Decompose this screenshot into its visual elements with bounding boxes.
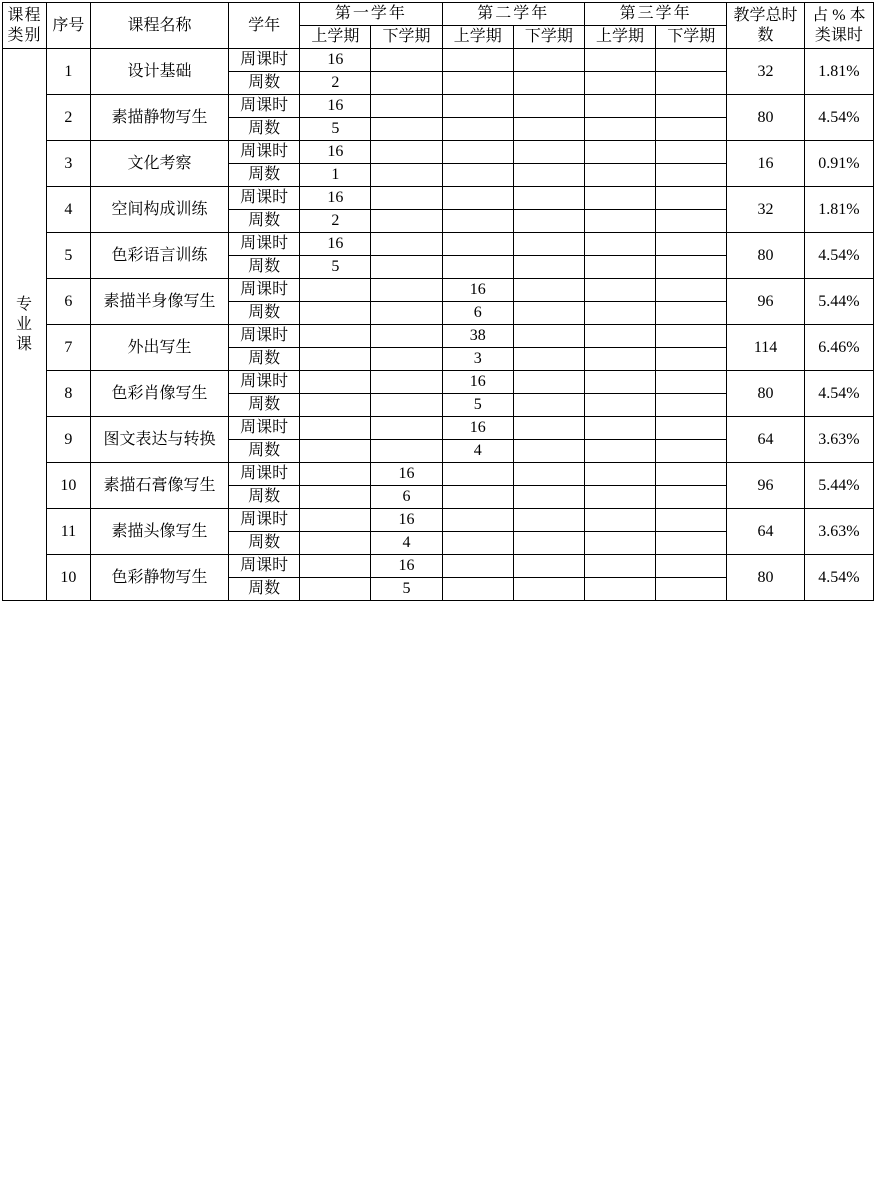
cell-weekly-hours-term-1	[300, 555, 371, 578]
cell-weeks-term-4	[513, 532, 584, 555]
cell-weekly-hours-term-6	[656, 141, 727, 164]
row-serial: 7	[46, 325, 90, 371]
row-course-name: 素描石膏像写生	[90, 463, 228, 509]
cell-weekly-hours-term-3	[442, 463, 513, 486]
header-school-year: 学年	[229, 3, 300, 49]
cell-weeks-term-1: 1	[300, 164, 371, 187]
cell-weeks-term-6	[656, 440, 727, 463]
row-course-name: 文化考察	[90, 141, 228, 187]
cell-weekly-hours-term-6	[656, 49, 727, 72]
curriculum-document	[0, 2, 876, 1203]
row-total-hours: 80	[727, 233, 804, 279]
row-percent: 3.63%	[804, 509, 873, 555]
cell-weeks-term-5	[584, 256, 655, 279]
row-metric-weeks: 周数	[229, 486, 300, 509]
cell-weeks-term-4	[513, 440, 584, 463]
row-metric-weekly-hours: 周课时	[229, 463, 300, 486]
cell-weeks-term-3	[442, 532, 513, 555]
cell-weeks-term-3	[442, 578, 513, 601]
row-metric-weeks: 周数	[229, 118, 300, 141]
cell-weeks-term-1	[300, 486, 371, 509]
cell-weeks-term-5	[584, 486, 655, 509]
cell-weeks-term-6	[656, 486, 727, 509]
cell-weeks-term-5	[584, 118, 655, 141]
cell-weekly-hours-term-5	[584, 187, 655, 210]
cell-weeks-term-2: 5	[371, 578, 442, 601]
cell-weekly-hours-term-2	[371, 95, 442, 118]
cell-weeks-term-5	[584, 578, 655, 601]
cell-weeks-term-3	[442, 486, 513, 509]
table-header	[3, 3, 874, 49]
cell-weekly-hours-term-5	[584, 325, 655, 348]
cell-weekly-hours-term-6	[656, 463, 727, 486]
cell-weekly-hours-term-4	[513, 279, 584, 302]
table-row	[3, 279, 874, 302]
cell-weekly-hours-term-1: 16	[300, 233, 371, 256]
table-row	[3, 233, 874, 256]
cell-weeks-term-6	[656, 118, 727, 141]
cell-weekly-hours-term-1: 16	[300, 95, 371, 118]
row-total-hours: 114	[727, 325, 804, 371]
cell-weekly-hours-term-5	[584, 279, 655, 302]
row-serial: 10	[46, 463, 90, 509]
header-term-4: 下学期	[513, 26, 584, 49]
row-percent: 5.44%	[804, 463, 873, 509]
cell-weekly-hours-term-2	[371, 233, 442, 256]
cell-weekly-hours-term-2	[371, 141, 442, 164]
row-course-name: 设计基础	[90, 49, 228, 95]
cell-weekly-hours-term-1	[300, 371, 371, 394]
cell-weekly-hours-term-6	[656, 187, 727, 210]
cell-weekly-hours-term-2	[371, 49, 442, 72]
cell-weeks-term-1: 2	[300, 210, 371, 233]
cell-weekly-hours-term-4	[513, 509, 584, 532]
cell-weeks-term-5	[584, 348, 655, 371]
cell-weekly-hours-term-3	[442, 555, 513, 578]
cell-weeks-term-4	[513, 164, 584, 187]
row-metric-weeks: 周数	[229, 164, 300, 187]
cell-weekly-hours-term-3: 16	[442, 371, 513, 394]
row-serial: 1	[46, 49, 90, 95]
cell-weekly-hours-term-2: 16	[371, 509, 442, 532]
cell-weeks-term-1	[300, 532, 371, 555]
row-metric-weeks: 周数	[229, 440, 300, 463]
row-metric-weekly-hours: 周课时	[229, 279, 300, 302]
row-metric-weeks: 周数	[229, 256, 300, 279]
cell-weekly-hours-term-4	[513, 49, 584, 72]
row-course-name: 图文表达与转换	[90, 417, 228, 463]
cell-weekly-hours-term-6	[656, 279, 727, 302]
table-row	[3, 187, 874, 210]
header-term-2: 下学期	[371, 26, 442, 49]
cell-weekly-hours-term-5	[584, 555, 655, 578]
cell-weekly-hours-term-2: 16	[371, 463, 442, 486]
row-total-hours: 96	[727, 463, 804, 509]
row-metric-weeks: 周数	[229, 578, 300, 601]
cell-weeks-term-5	[584, 164, 655, 187]
cell-weeks-term-4	[513, 486, 584, 509]
cell-weeks-term-5	[584, 532, 655, 555]
cell-weeks-term-1	[300, 578, 371, 601]
row-total-hours: 64	[727, 509, 804, 555]
cell-weekly-hours-term-3: 16	[442, 279, 513, 302]
table-row	[3, 463, 874, 486]
table-row	[3, 95, 874, 118]
row-metric-weekly-hours: 周课时	[229, 233, 300, 256]
cell-weeks-term-6	[656, 302, 727, 325]
cell-weekly-hours-term-3	[442, 49, 513, 72]
row-metric-weeks: 周数	[229, 210, 300, 233]
cell-weeks-term-5	[584, 302, 655, 325]
row-total-hours: 32	[727, 49, 804, 95]
cell-weekly-hours-term-4	[513, 371, 584, 394]
cell-weeks-term-1: 5	[300, 118, 371, 141]
row-course-name: 空间构成训练	[90, 187, 228, 233]
cell-weekly-hours-term-4	[513, 187, 584, 210]
cell-weekly-hours-term-5	[584, 509, 655, 532]
cell-weeks-term-5	[584, 72, 655, 95]
table-row	[3, 509, 874, 532]
cell-weekly-hours-term-6	[656, 509, 727, 532]
table-row	[3, 141, 874, 164]
cell-weeks-term-4	[513, 210, 584, 233]
cell-weeks-term-3	[442, 118, 513, 141]
cell-weekly-hours-term-2	[371, 325, 442, 348]
row-metric-weekly-hours: 周课时	[229, 187, 300, 210]
row-metric-weeks: 周数	[229, 532, 300, 555]
cell-weeks-term-1	[300, 302, 371, 325]
row-course-name: 素描半身像写生	[90, 279, 228, 325]
cell-weekly-hours-term-1	[300, 463, 371, 486]
cell-weekly-hours-term-3: 38	[442, 325, 513, 348]
cell-weekly-hours-term-3	[442, 95, 513, 118]
row-course-name: 色彩肖像写生	[90, 371, 228, 417]
cell-weeks-term-2	[371, 256, 442, 279]
header-serial: 序号	[46, 3, 90, 49]
cell-weeks-term-4	[513, 302, 584, 325]
table-row	[3, 49, 874, 72]
row-metric-weeks: 周数	[229, 348, 300, 371]
cell-weeks-term-4	[513, 578, 584, 601]
header-course-name: 课程名称	[90, 3, 228, 49]
cell-weeks-term-6	[656, 394, 727, 417]
cell-weekly-hours-term-6	[656, 233, 727, 256]
cell-weekly-hours-term-5	[584, 95, 655, 118]
cell-weeks-term-5	[584, 440, 655, 463]
cell-weeks-term-4	[513, 348, 584, 371]
cell-weeks-term-6	[656, 532, 727, 555]
cell-weeks-term-6	[656, 210, 727, 233]
header-term-3: 上学期	[442, 26, 513, 49]
cell-weeks-term-2	[371, 164, 442, 187]
row-serial: 9	[46, 417, 90, 463]
cell-weekly-hours-term-4	[513, 95, 584, 118]
row-serial: 10	[46, 555, 90, 601]
cell-weekly-hours-term-6	[656, 417, 727, 440]
cell-weeks-term-2	[371, 210, 442, 233]
row-serial: 6	[46, 279, 90, 325]
table-body	[3, 49, 874, 601]
row-metric-weekly-hours: 周课时	[229, 509, 300, 532]
cell-weekly-hours-term-6	[656, 95, 727, 118]
row-percent: 6.46%	[804, 325, 873, 371]
row-metric-weekly-hours: 周课时	[229, 141, 300, 164]
cell-weekly-hours-term-3	[442, 187, 513, 210]
header-term-1: 上学期	[300, 26, 371, 49]
cell-weekly-hours-term-5	[584, 371, 655, 394]
cell-weekly-hours-term-3	[442, 141, 513, 164]
row-percent: 4.54%	[804, 371, 873, 417]
cell-weekly-hours-term-2: 16	[371, 555, 442, 578]
cell-weeks-term-3: 3	[442, 348, 513, 371]
cell-weeks-term-5	[584, 210, 655, 233]
cell-weeks-term-6	[656, 256, 727, 279]
row-metric-weekly-hours: 周课时	[229, 325, 300, 348]
header-category: 课程类别	[3, 3, 47, 49]
cell-weekly-hours-term-3: 16	[442, 417, 513, 440]
cell-weeks-term-2: 4	[371, 532, 442, 555]
cell-weekly-hours-term-2	[371, 187, 442, 210]
table-row	[3, 371, 874, 394]
row-percent: 4.54%	[804, 555, 873, 601]
cell-weeks-term-2	[371, 72, 442, 95]
row-course-name: 素描静物写生	[90, 95, 228, 141]
cell-weeks-term-2: 6	[371, 486, 442, 509]
row-serial: 3	[46, 141, 90, 187]
header-year-2: 第二学年	[442, 3, 584, 26]
row-percent: 1.81%	[804, 49, 873, 95]
row-metric-weeks: 周数	[229, 394, 300, 417]
header-total-hours: 教学总时数	[727, 3, 804, 49]
cell-weekly-hours-term-1	[300, 325, 371, 348]
cell-weekly-hours-term-5	[584, 141, 655, 164]
cell-weeks-term-1: 5	[300, 256, 371, 279]
cell-weeks-term-4	[513, 394, 584, 417]
row-percent: 1.81%	[804, 187, 873, 233]
cell-weeks-term-1	[300, 440, 371, 463]
header-term-5: 上学期	[584, 26, 655, 49]
row-total-hours: 16	[727, 141, 804, 187]
cell-weeks-term-2	[371, 302, 442, 325]
cell-weekly-hours-term-2	[371, 417, 442, 440]
table-row	[3, 417, 874, 440]
row-total-hours: 80	[727, 555, 804, 601]
cell-weeks-term-3	[442, 164, 513, 187]
cell-weekly-hours-term-5	[584, 49, 655, 72]
cell-weekly-hours-term-5	[584, 417, 655, 440]
cell-weeks-term-3: 5	[442, 394, 513, 417]
cell-weekly-hours-term-4	[513, 233, 584, 256]
row-metric-weekly-hours: 周课时	[229, 371, 300, 394]
cell-weeks-term-3	[442, 72, 513, 95]
cell-weeks-term-2	[371, 394, 442, 417]
row-total-hours: 32	[727, 187, 804, 233]
row-metric-weeks: 周数	[229, 72, 300, 95]
cell-weekly-hours-term-4	[513, 555, 584, 578]
cell-weekly-hours-term-4	[513, 325, 584, 348]
cell-weeks-term-6	[656, 348, 727, 371]
cell-weekly-hours-term-3	[442, 509, 513, 532]
row-total-hours: 64	[727, 417, 804, 463]
row-total-hours: 96	[727, 279, 804, 325]
cell-weeks-term-4	[513, 118, 584, 141]
cell-weeks-term-3	[442, 256, 513, 279]
row-course-name: 色彩语言训练	[90, 233, 228, 279]
row-total-hours: 80	[727, 371, 804, 417]
cell-weekly-hours-term-4	[513, 417, 584, 440]
row-course-name: 外出写生	[90, 325, 228, 371]
header-year-3: 第三学年	[584, 3, 726, 26]
cell-weekly-hours-term-5	[584, 463, 655, 486]
header-percent: 占 % 本类课时	[804, 3, 873, 49]
cell-weekly-hours-term-1	[300, 279, 371, 302]
cell-weeks-term-3	[442, 210, 513, 233]
row-metric-weekly-hours: 周课时	[229, 49, 300, 72]
cell-weekly-hours-term-6	[656, 371, 727, 394]
table-row	[3, 325, 874, 348]
cell-weekly-hours-term-5	[584, 233, 655, 256]
row-serial: 2	[46, 95, 90, 141]
cell-weekly-hours-term-6	[656, 325, 727, 348]
cell-weeks-term-2	[371, 440, 442, 463]
cell-weeks-term-3: 4	[442, 440, 513, 463]
cell-weekly-hours-term-1	[300, 509, 371, 532]
cell-weeks-term-4	[513, 256, 584, 279]
row-course-name: 素描头像写生	[90, 509, 228, 555]
header-term-6: 下学期	[656, 26, 727, 49]
row-total-hours: 80	[727, 95, 804, 141]
cell-weeks-term-6	[656, 72, 727, 95]
row-metric-weeks: 周数	[229, 302, 300, 325]
cell-weekly-hours-term-4	[513, 463, 584, 486]
cell-weekly-hours-term-1	[300, 417, 371, 440]
row-percent: 5.44%	[804, 279, 873, 325]
row-serial: 8	[46, 371, 90, 417]
row-serial: 5	[46, 233, 90, 279]
cell-weeks-term-1	[300, 348, 371, 371]
cell-weeks-term-2	[371, 348, 442, 371]
row-percent: 4.54%	[804, 233, 873, 279]
row-serial: 11	[46, 509, 90, 555]
cell-weekly-hours-term-1: 16	[300, 141, 371, 164]
header-row-1	[3, 3, 874, 26]
row-percent: 3.63%	[804, 417, 873, 463]
row-metric-weekly-hours: 周课时	[229, 95, 300, 118]
cell-weeks-term-6	[656, 164, 727, 187]
curriculum-table	[2, 2, 874, 601]
cell-weekly-hours-term-3	[442, 233, 513, 256]
cell-weeks-term-1	[300, 394, 371, 417]
cell-weeks-term-6	[656, 578, 727, 601]
cell-weeks-term-2	[371, 118, 442, 141]
table-row	[3, 555, 874, 578]
row-percent: 0.91%	[804, 141, 873, 187]
cell-weeks-term-5	[584, 394, 655, 417]
header-year-1: 第一学年	[300, 3, 442, 26]
row-course-name: 色彩静物写生	[90, 555, 228, 601]
cell-weeks-term-3: 6	[442, 302, 513, 325]
row-serial: 4	[46, 187, 90, 233]
cell-weekly-hours-term-2	[371, 371, 442, 394]
cell-weeks-term-4	[513, 72, 584, 95]
row-percent: 4.54%	[804, 95, 873, 141]
category-cell: 专 业 课	[3, 49, 47, 601]
row-metric-weekly-hours: 周课时	[229, 555, 300, 578]
cell-weekly-hours-term-2	[371, 279, 442, 302]
cell-weekly-hours-term-4	[513, 141, 584, 164]
cell-weekly-hours-term-1: 16	[300, 187, 371, 210]
cell-weekly-hours-term-1: 16	[300, 49, 371, 72]
cell-weeks-term-1: 2	[300, 72, 371, 95]
row-metric-weekly-hours: 周课时	[229, 417, 300, 440]
cell-weekly-hours-term-6	[656, 555, 727, 578]
